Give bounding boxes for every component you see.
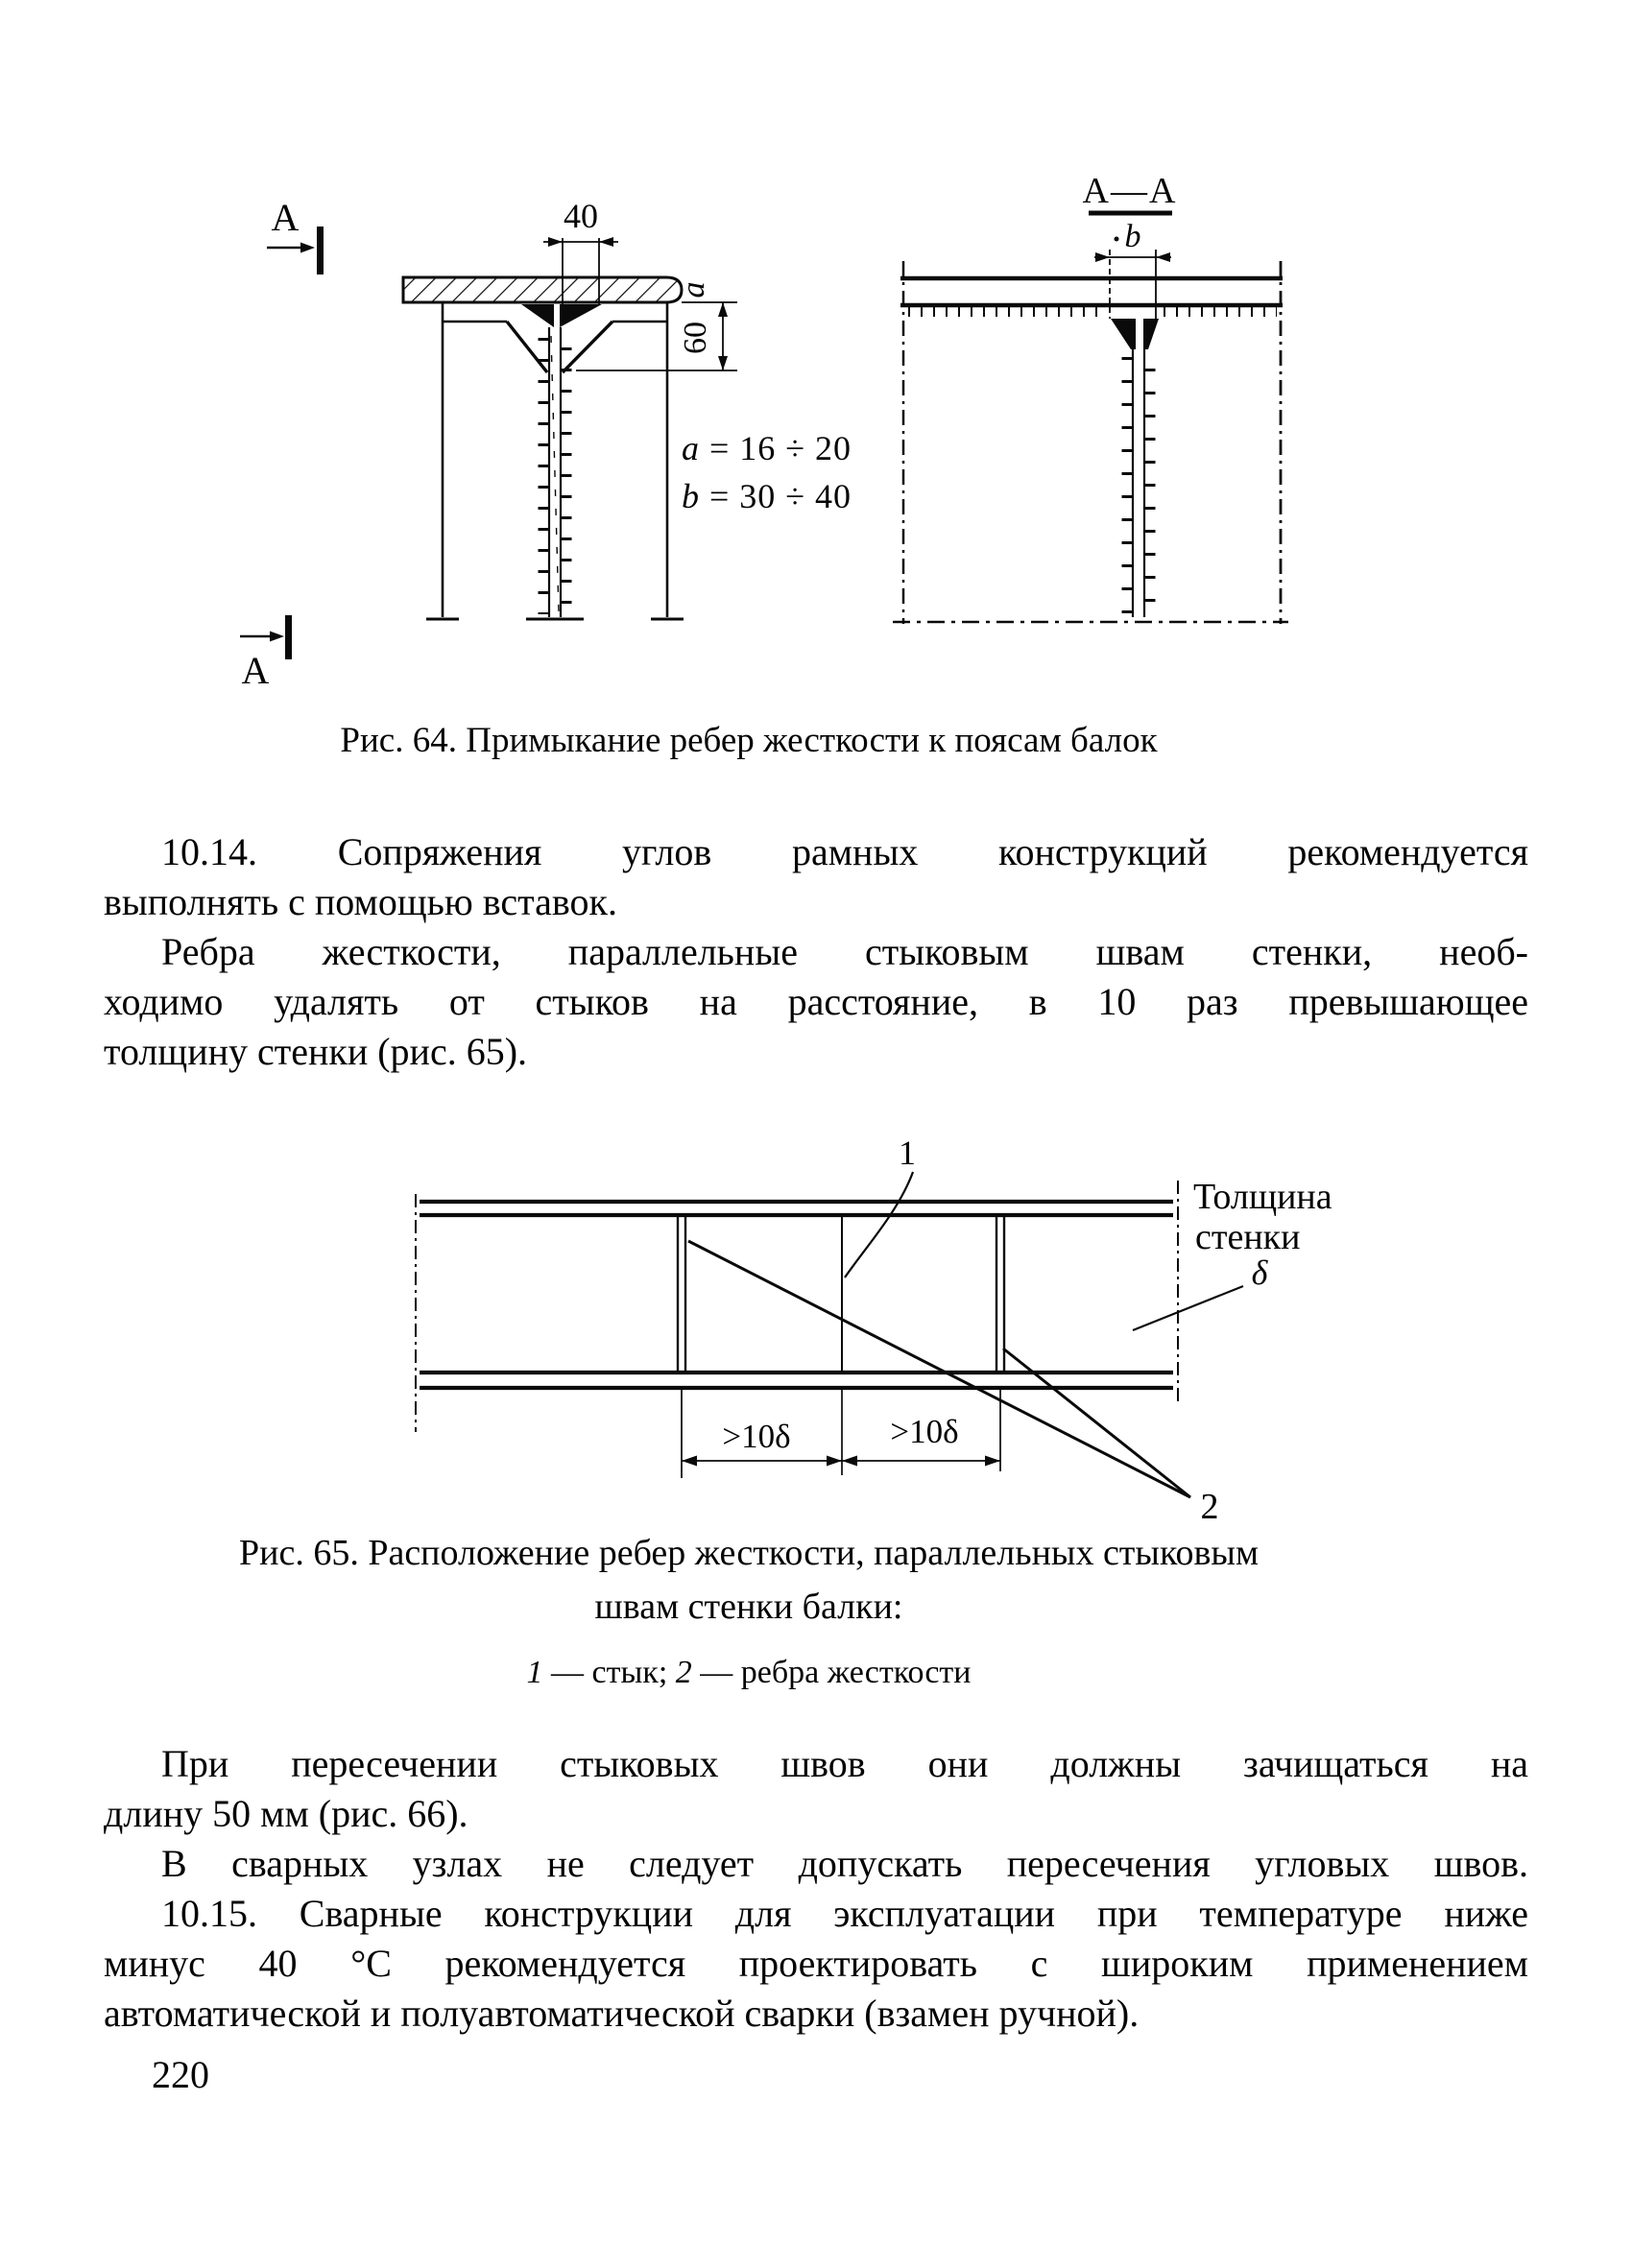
- callout-2-label: 2: [1200, 1487, 1219, 1527]
- paragraph-10-14: [104, 827, 1528, 1077]
- dim60-arrow-bottom-icon: [718, 356, 728, 370]
- dim-value-left: >10δ: [722, 1418, 791, 1455]
- figure-65-caption-line2: швам стенки балки:: [594, 1587, 903, 1627]
- dim60-value: 60: [678, 322, 713, 354]
- legend-item2-text: — ребра жесткости: [691, 1655, 972, 1690]
- figure-65-drawing: [365, 1113, 1402, 1555]
- dim-arrow-icon: [842, 1456, 857, 1467]
- text-line: автоматической и полуавтоматической сварки (взамен ручной).: [104, 1992, 1140, 2035]
- dimb-arrow-left-icon: [1095, 252, 1110, 262]
- paragraph-bottom: [104, 1739, 1528, 2039]
- legend-item1-text: — стык;: [542, 1655, 676, 1690]
- text-line: 10.15. Сварные конструкции для эксплуатации при температуре ниже: [161, 1892, 1528, 1935]
- beam-flange-section: [403, 277, 682, 302]
- dimb-arrow-right-icon: [1156, 252, 1170, 262]
- wall-thickness-label-line2: стенки: [1195, 1217, 1301, 1257]
- dim40-value: 40: [564, 197, 598, 235]
- dim-value-right: >10δ: [890, 1413, 959, 1450]
- legend-item2-number: 2: [675, 1655, 692, 1690]
- dim-arrow-icon: [827, 1456, 842, 1467]
- dim40-arrow-left-icon: [548, 237, 563, 247]
- text-line: Ребра жесткости, параллельные стыковым швам стенки, необ-: [161, 930, 1528, 973]
- page-number: 220: [152, 2053, 209, 2096]
- figure-65-legend: [29, 1655, 1469, 1691]
- text-line: 10.14. Сопряжения углов рамных конструкций рекомендуется: [161, 830, 1528, 873]
- legend-item1-number: 1: [526, 1655, 543, 1690]
- callout-2-leader-long: [688, 1241, 1190, 1497]
- equation-b: [682, 476, 852, 516]
- cut-diagonal-right: [563, 322, 612, 372]
- section-mark-top-label: А: [271, 196, 300, 239]
- dim-b-label: b: [1124, 219, 1141, 254]
- section-mark-bottom-label: А: [241, 649, 270, 691]
- dim-arrow-icon: [985, 1456, 1000, 1467]
- callout-1-leader: [845, 1172, 913, 1277]
- weld-wedge-left-icon: [521, 304, 554, 327]
- dim40-arrow-right-icon: [599, 237, 613, 247]
- weld-wedge-right-icon: [560, 304, 602, 327]
- stray-dot-icon: [1115, 237, 1119, 242]
- cut-diagonal-left: [507, 322, 547, 372]
- text-line: ходимо удалять от стыков на расстояние, в 10 раз превышающее: [104, 980, 1528, 1023]
- equation-b-value: = 30 ÷ 40: [700, 477, 852, 515]
- delta-leader: [1133, 1286, 1243, 1330]
- dim-arrow-icon: [682, 1456, 697, 1467]
- text-line: При пересечении стыковых швов они должны зачищаться на: [161, 1742, 1528, 1785]
- text-line: длину 50 мм (рис. 66).: [104, 1792, 468, 1835]
- figure-64-caption: Рис. 64. Примыкание ребер жесткости к поясам балок: [340, 721, 1158, 760]
- weld-seam-texture: [551, 336, 559, 612]
- text-line: минус 40 °С рекомендуется проектировать с широким применением: [104, 1942, 1528, 1985]
- flange-thickness-label: a: [676, 281, 711, 298]
- delta-label: δ: [1251, 1253, 1268, 1292]
- text-line: толщину стенки (рис. 65).: [104, 1030, 528, 1073]
- equation-b-var: b: [682, 477, 700, 515]
- section-bar-top: [317, 227, 324, 275]
- text-line: выполнять с помощью вставок.: [104, 880, 617, 923]
- equation-a-var: a: [682, 429, 700, 467]
- section-bar-bottom: [285, 615, 292, 659]
- wall-thickness-label-line1: Толщина: [1193, 1177, 1332, 1217]
- dim60-arrow-top-icon: [718, 302, 728, 317]
- view-title: А—А: [1082, 171, 1178, 211]
- section-arrowhead-top-icon: [300, 243, 315, 253]
- section-arrowhead-bottom-icon: [270, 632, 284, 642]
- text-line: В сварных узлах не следует допускать пересечения угловых швов.: [161, 1842, 1528, 1885]
- rib-slot: [1136, 317, 1143, 349]
- rib-weld-notch-icon: [1111, 319, 1159, 349]
- equation-a-value: = 16 ÷ 20: [700, 429, 852, 467]
- callout-1-label: 1: [899, 1134, 916, 1172]
- figure-65-caption-line1: Рис. 65. Расположение ребер жесткости, параллельных стыковым: [238, 1533, 1259, 1573]
- figure-64-drawing: [173, 144, 1382, 691]
- equation-a: [682, 428, 852, 468]
